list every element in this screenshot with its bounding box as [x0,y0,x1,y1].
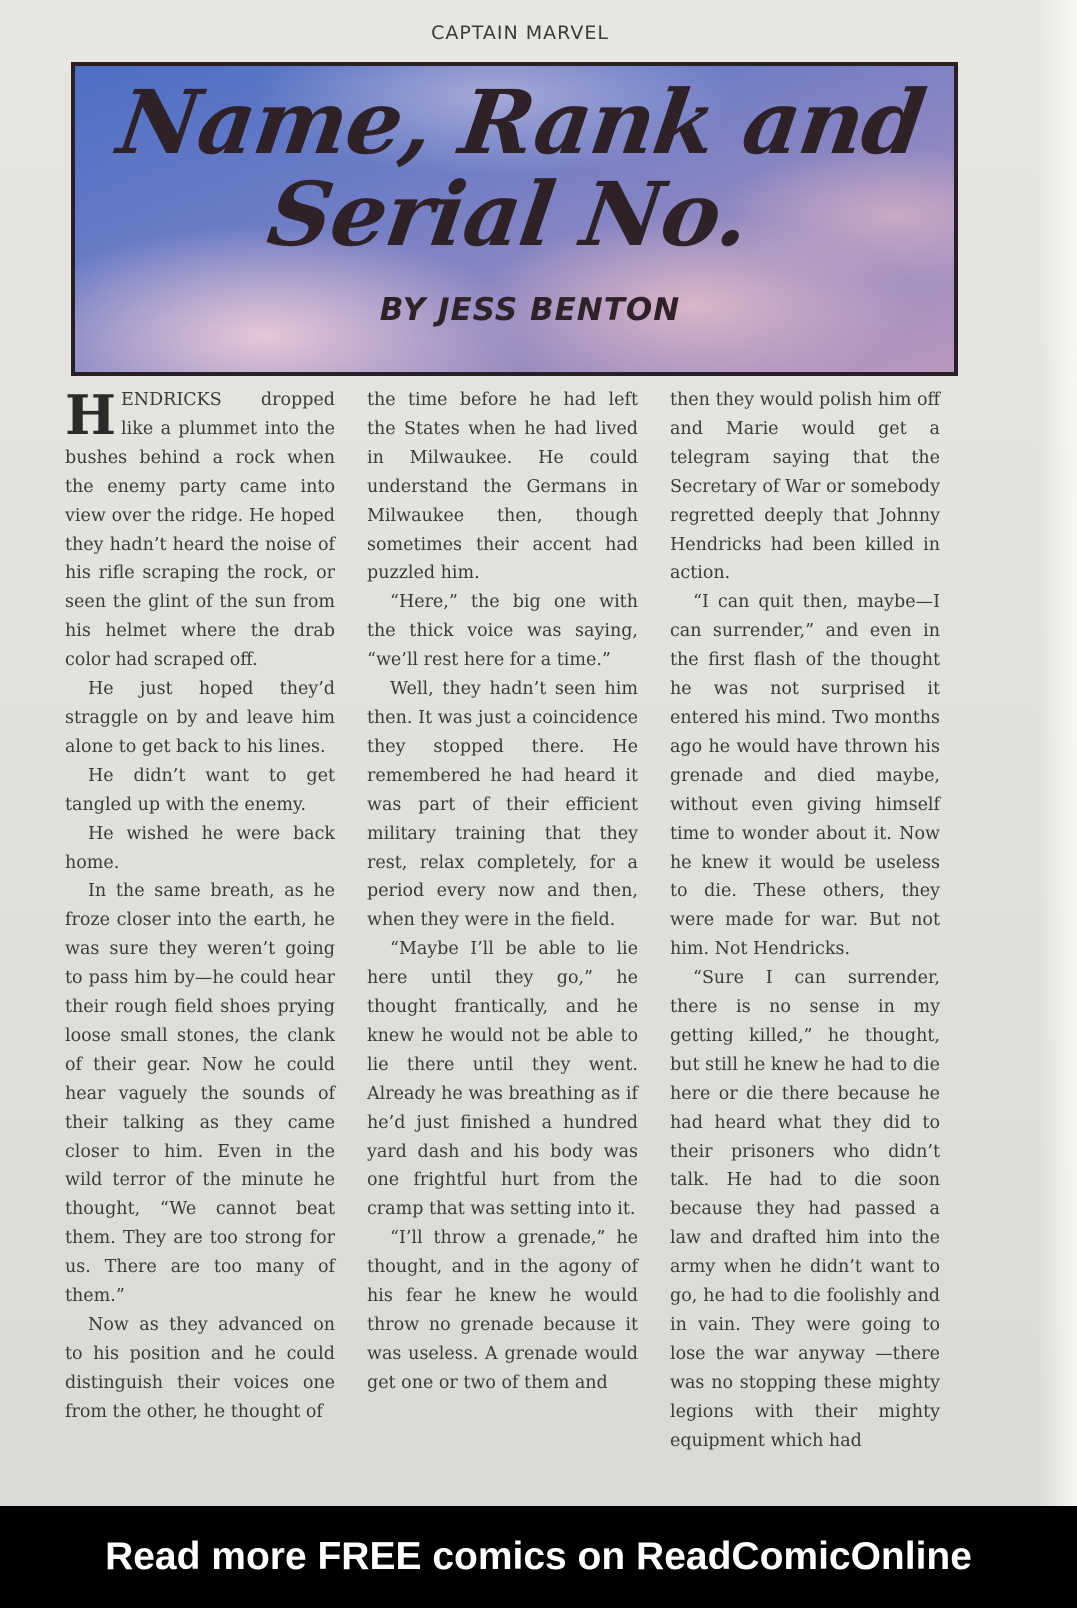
footer-banner: Read more FREE comics on ReadComicOnline [0,1506,1077,1608]
paragraph: He didn’t want to get tangled up with the enemy. [65,765,335,815]
paragraph: In the same breath, as he froze closer into the earth, he was sure they weren’t going to pass him by—he could hear their rough field shoes prying loose small stones, the clank of their gear. Now he could hear vaguely the sounds of their talking as they came closer to him. Even in the wild terror of the minute he thought, “We cannot beat them. They are too strong for us. There are too many of them.” [65,881,335,1307]
title-panel [71,62,958,376]
paragraph: Now as they advanced on to his position and he could distinguish their voices one from the other, he thought of [65,1315,335,1422]
paragraph: “I can quit then, maybe—I can surrender,” and even in the first flash of the thought he was not surprised it entered his mind. Two months ago he would have thrown his grenade and died maybe, without even giving himself time to wonder about it. Now he knew it would be useless to die. These others, they were made for war. But not him. Not Hendricks. [670,592,940,960]
paragraph: then they would polish him off and Marie would get a telegram saying that the Secretary of War or somebody regretted deeply that Johnny Hendricks had been killed in action. [670,390,940,584]
title-line-1: Name, Rank and [112,70,931,174]
paragraph: “Sure I can surrender, there is no sense in my getting killed,” he thought, but still he knew he had to die here or die there because he had heard what they did to their prisoners who didn’t talk. He had to die soon because they had passed a law and drafted him into the army when he didn’t want to go, he had to die foolishly and in vain. They were going to lose the war anyway —there was no stopping these mighty legions with their mighty equipment which had [670,968,940,1451]
paragraph: “Maybe I’ll be able to lie here until they go,” he thought frantically, and he knew he would not be able to lie there until they went. Already he was breathing as if he’d just finished a hundred yard dash and his body was one frightful hurt from the cramp that was setting into it. [367,939,638,1220]
text-column-3 [670,386,940,1451]
story-title [72,70,958,266]
paragraph: He just hoped they’d straggle on by and leave him alone to get back to his lines. [65,679,335,757]
text-column-2 [367,386,638,1396]
paragraph: “Here,” the big one with the thick voice was saying, “we’ll rest here for a time.” [367,592,638,671]
paragraph [65,383,335,675]
text-column-1 [65,383,335,1422]
paragraph: Well, they hadn’t seen him then. It was just a coincidence they stopped there. He remembered he had heard it was part of their efficient military training that they rest, relax completely, for a period every now and then, when they were in the field. [367,679,638,931]
paragraph: He wished he were back home. [65,823,335,873]
title-line-2: Serial No. [261,162,756,266]
drop-cap: H [65,383,117,447]
paragraph: “I’ll throw a grenade,” he thought, and in the agony of his fear he knew he would throw no grenade because it was useless. A grenade would get one or two of them and [367,1228,638,1393]
byline: BY JESS BENTON [379,292,681,328]
paragraph: the time before he had left the States when he had lived in Milwaukee. He could understand the Germans in Milwaukee then, though sometimes their accent had puzzled him. [367,390,638,584]
running-head: CAPTAIN MARVEL [431,22,609,44]
paragraph-text: ENDRICKS dropped like a plummet into the bushes behind a rock when the enemy party came into view over the ridge. He hoped they hadn’t heard the noise of his rifle scraping the rock, or seen the glint of the sun from his helmet where the drab color had scraped off. [65,390,335,671]
